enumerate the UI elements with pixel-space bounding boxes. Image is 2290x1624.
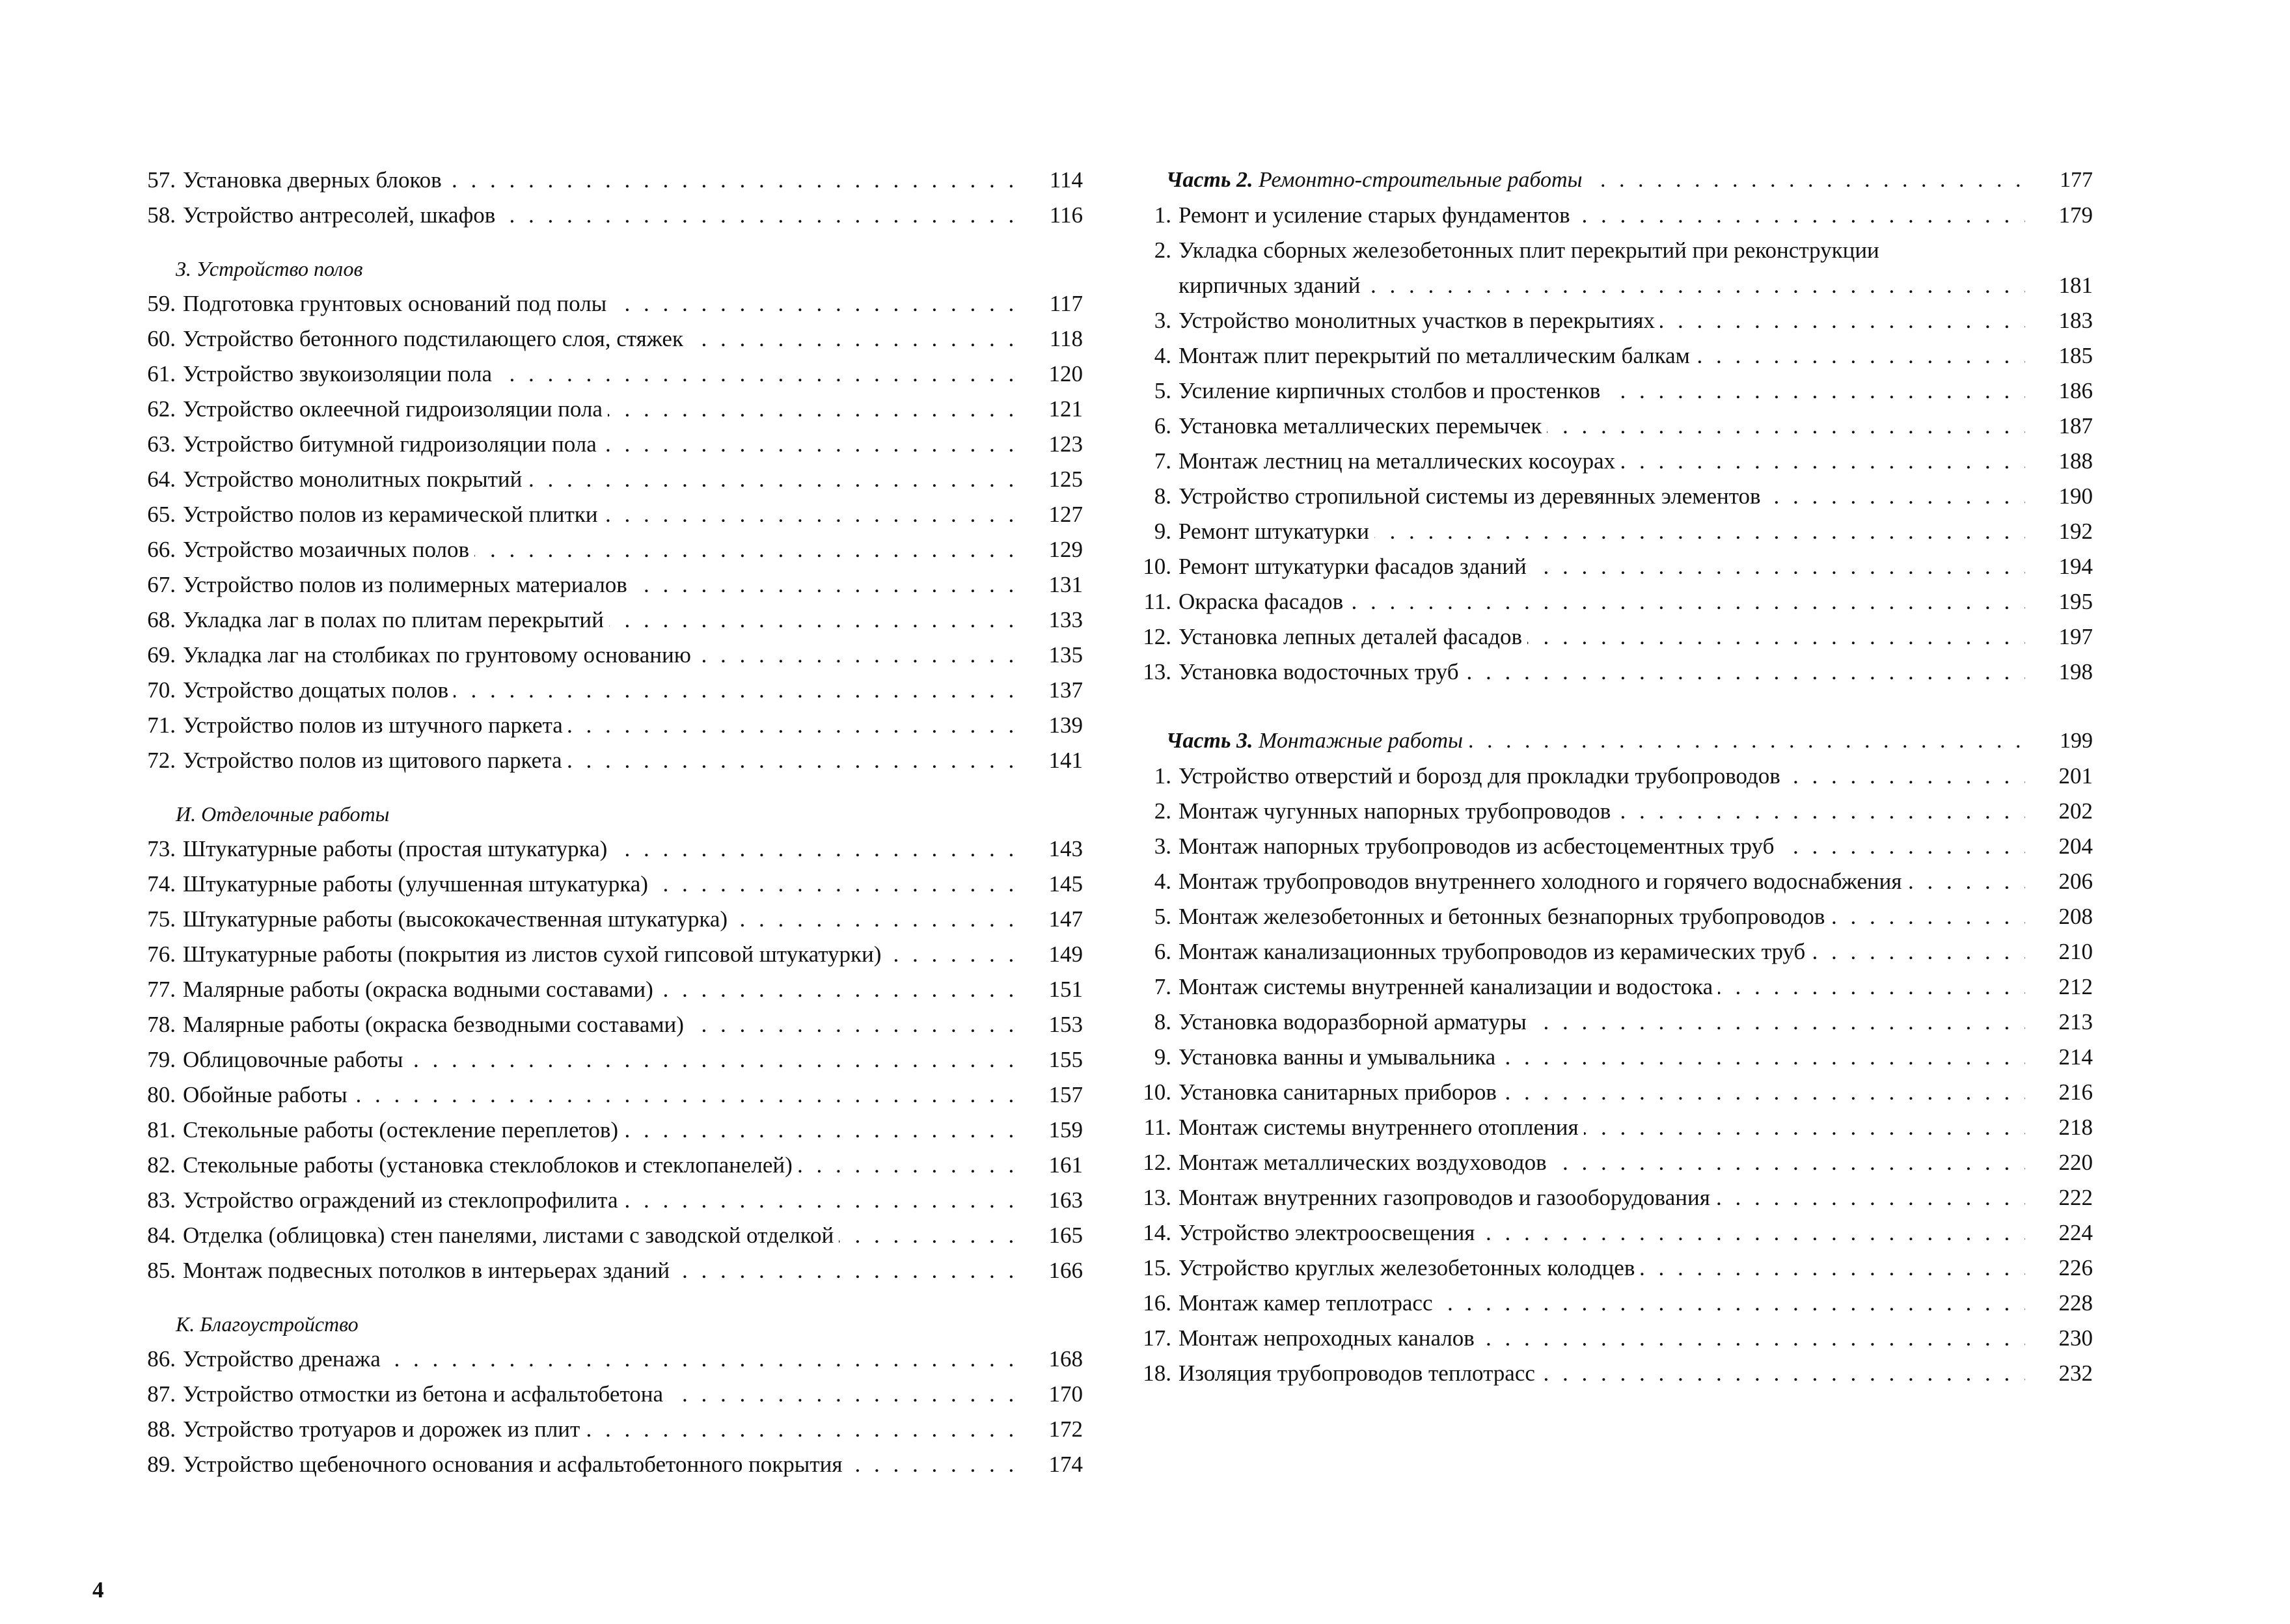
toc-entry [118, 1377, 1083, 1412]
toc-entry [1114, 829, 2093, 864]
toc-entry-title: Устройство антресолей, шкафов [183, 202, 500, 228]
toc-entry [118, 638, 1083, 673]
toc-page-number: 121 [1048, 396, 1083, 422]
toc-entry [118, 286, 1083, 321]
toc-page-number: 198 [2058, 659, 2093, 684]
toc-entry [1114, 549, 2093, 584]
toc-entry-title: Устройство битумной гидроизоляции пола [183, 431, 602, 457]
toc-entry-title: Устройство звукоизоляции пола [183, 361, 497, 386]
toc-entry [1114, 1075, 2093, 1110]
toc-entry-title: Ремонт и усиление старых фундаментов [1179, 202, 1575, 228]
toc-entry [118, 867, 1083, 902]
toc-page-number: 163 [1048, 1187, 1083, 1213]
toc-entry-number: 11. [1143, 589, 1171, 614]
toc-entry-number: 7. [1154, 974, 1171, 999]
toc-entry-number: 5. [1154, 904, 1171, 929]
toc-page-number: 195 [2058, 589, 2093, 614]
toc-entry-number: 76. [147, 941, 176, 967]
toc-entry [118, 602, 1083, 638]
toc-entry-number: 87. [147, 1381, 176, 1407]
toc-entry-title: Монтаж трубопроводов внутреннего холодного и горячего водоснабжения [1179, 869, 1907, 894]
toc-entry-number: 1. [1154, 202, 1171, 228]
toc-entry-title: Устройство щебеночного основания и асфальтобетонного покрытия [183, 1452, 847, 1477]
toc-entry [1114, 198, 2093, 233]
toc-entry-number: 13. [1143, 659, 1171, 684]
toc-page-number: 145 [1048, 871, 1083, 897]
toc-entry-title: Подготовка грунтовых оснований под полы [183, 291, 612, 316]
toc-entry [1114, 338, 2093, 373]
toc-entry-title: Укладка лаг в полах по плитам перекрытий [183, 607, 609, 632]
toc-entry-number: 13. [1143, 1185, 1171, 1210]
toc-entry-number: 8. [1154, 1009, 1171, 1035]
toc-page-number: 153 [1048, 1012, 1083, 1037]
toc-entry-number: 71. [147, 712, 176, 738]
toc-entry-title: Устройство дренажа [183, 1346, 386, 1372]
toc-page-number: 199 [2060, 729, 2093, 753]
toc-entry-title: Штукатурные работы (простая штукатурка) [183, 836, 612, 861]
toc-entry-number: 59. [147, 291, 176, 316]
toc-entry [1114, 1110, 2093, 1145]
toc-entry-title: Устройство стропильной системы из деревянных элементов [1179, 483, 1766, 509]
toc-entry-number: 84. [147, 1223, 176, 1248]
toc-entry-title: Монтаж плит перекрытий по металлическим балкам [1179, 343, 1695, 368]
toc-page-number: 117 [1049, 291, 1083, 316]
toc-page-number: 194 [2058, 554, 2093, 579]
toc-page-number: 216 [2058, 1079, 2093, 1105]
toc-entry [1114, 1005, 2093, 1040]
toc-entry-title: Монтаж чугунных напорных трубопроводов [1179, 798, 1616, 824]
toc-entry-title: Окраска фасадов [1179, 589, 1348, 614]
toc-entry-number: 89. [147, 1452, 176, 1477]
toc-entry-title: Усиление кирпичных столбов и простенков [1179, 378, 1605, 403]
toc-entry [118, 673, 1083, 708]
toc-entry [1114, 514, 2093, 549]
toc-entry-number: 6. [1154, 413, 1171, 439]
toc-part-title: Ремонтно-строительные работы [1259, 168, 1583, 192]
toc-page-number: 165 [1048, 1223, 1083, 1248]
toc-entry [1114, 584, 2093, 619]
toc-entry [118, 1447, 1083, 1482]
toc-entry [1114, 1286, 2093, 1321]
toc-entry-title: Монтаж канализационных трубопроводов из керамических труб [1179, 939, 1810, 964]
toc-entry-number: 72. [147, 748, 176, 773]
toc-entry-title: Монтаж системы внутренней канализации и водостока [1179, 974, 1718, 999]
toc-entry-number: 77. [147, 977, 176, 1002]
toc-entry [1114, 759, 2093, 794]
toc-entry-number: 81. [147, 1117, 176, 1143]
toc-entry-title: Облицовочные работы [183, 1047, 408, 1072]
toc-entry-title: Установка ванны и умывальника [1179, 1044, 1501, 1070]
toc-entry-title: Устройство мозаичных полов [183, 537, 474, 562]
toc-entry-title: Малярные работы (окраска водными составами) [183, 977, 659, 1002]
toc-entry [1114, 1180, 2093, 1215]
toc-page-number: 133 [1048, 607, 1083, 632]
toc-entry-number: 63. [147, 431, 176, 457]
toc-page-number: 185 [2058, 343, 2093, 368]
toc-page-number: 125 [1048, 467, 1083, 492]
toc-entry-title: Установка санитарных приборов [1179, 1079, 1502, 1105]
toc-entry [1114, 479, 2093, 514]
toc-entry [118, 1113, 1083, 1148]
toc-entry-title: Устройство полов из полимерных материалов [183, 572, 633, 597]
toc-entry-title: Монтаж железобетонных и бетонных безнапорных трубопроводов [1179, 904, 1830, 929]
toc-entry-title: Устройство дощатых полов [183, 677, 454, 703]
toc-page-number: 206 [2058, 869, 2093, 894]
toc-entry [118, 321, 1083, 357]
toc-entry-title: Отделка (облицовка) стен панелями, листами с заводской отделкой [183, 1223, 839, 1248]
toc-entry-number: 4. [1154, 343, 1171, 368]
toc-page-number: 179 [2058, 202, 2093, 228]
toc-page-number: 220 [2058, 1150, 2093, 1175]
toc-entry-number: 10. [1143, 1079, 1171, 1105]
toc-entry-number: 85. [147, 1258, 176, 1283]
toc-entry-number: 8. [1154, 483, 1171, 509]
toc-page-number: 190 [2058, 483, 2093, 509]
toc-entry-title: Установка металлических перемычек [1179, 413, 1547, 439]
toc-page-number: 226 [2058, 1255, 2093, 1280]
toc-page-number: 137 [1048, 677, 1083, 703]
toc-entry-number: 12. [1143, 624, 1171, 649]
toc-page-number: 131 [1048, 572, 1083, 597]
toc-page-number: 141 [1048, 748, 1083, 773]
toc-entry [1114, 1145, 2093, 1180]
toc-entry-title: Устройство круглых железобетонных колодцев [1179, 1255, 1640, 1280]
toc-entry-number: 11. [1143, 1115, 1171, 1140]
toc-entry [1114, 1215, 2093, 1251]
toc-entry [1114, 655, 2093, 690]
toc-entry-number: 88. [147, 1416, 176, 1442]
toc-entry-number: 57. [147, 167, 176, 193]
toc-entry-number: 7. [1154, 448, 1171, 474]
toc-entry-title: Устройство отверстий и борозд для прокладки трубопроводов [1179, 763, 1786, 789]
toc-entry [1114, 934, 2093, 969]
toc-entry-number: 5. [1154, 378, 1171, 403]
toc-page-number: 192 [2058, 519, 2093, 544]
toc-entry [118, 198, 1083, 233]
toc-entry-number: 61. [147, 361, 176, 386]
toc-entry [1114, 969, 2093, 1005]
toc-page-number: 143 [1048, 836, 1083, 861]
toc-entry-number: 78. [147, 1012, 176, 1037]
toc-page-number: 151 [1048, 977, 1083, 1002]
toc-entry-title: Стекольные работы (установка стеклоблоков и стеклопанелей) [183, 1152, 798, 1178]
toc-page-number: 228 [2058, 1290, 2093, 1316]
toc-part-title: Монтажные работы [1259, 729, 1464, 753]
toc-entry-title: Монтаж напорных трубопроводов из асбестоцементных труб [1179, 833, 1779, 859]
toc-entry-title: Монтаж внутренних газопроводов и газооборудования [1179, 1185, 1715, 1210]
toc-entry [118, 743, 1083, 778]
toc-entry-number: 15. [1143, 1255, 1171, 1280]
toc-entry [118, 937, 1083, 972]
toc-entry [118, 392, 1083, 427]
toc-page-number: 170 [1048, 1381, 1083, 1407]
toc-entry [118, 163, 1083, 198]
toc-page-number: 172 [1048, 1416, 1083, 1442]
toc-entry-number: 65. [147, 502, 176, 527]
toc-entry [1114, 864, 2093, 899]
toc-entry-title: Штукатурные работы (улучшенная штукатурка) [183, 871, 653, 897]
toc-entry [1114, 794, 2093, 829]
toc-part-heading [1114, 163, 2093, 198]
page-number: 4 [92, 1577, 104, 1603]
toc-page-number: 161 [1048, 1152, 1083, 1178]
toc-entry-number: 75. [147, 906, 176, 932]
toc-entry-number: 2. [1154, 237, 1171, 263]
toc-entry [118, 497, 1083, 532]
toc-entry-number: 74. [147, 871, 176, 897]
toc-page-number: 222 [2058, 1185, 2093, 1210]
toc-page-number: 177 [2060, 168, 2093, 192]
toc-page-number: 135 [1048, 642, 1083, 668]
toc-entry [118, 462, 1083, 497]
toc-section-heading: К. Благоустройство [176, 1312, 359, 1336]
toc-entry-number: 64. [147, 467, 176, 492]
toc-page-number: 232 [2058, 1360, 2093, 1386]
toc-entry [118, 902, 1083, 937]
toc-entry-number: 16. [1143, 1290, 1171, 1316]
toc-entry-title: Монтаж металлических воздуховодов [1179, 1150, 1552, 1175]
toc-entry [118, 1042, 1083, 1077]
toc-entry-title: Монтаж системы внутреннего отопления [1179, 1115, 1584, 1140]
toc-entry-title: Монтаж подвесных потолков в интерьерах зданий [183, 1258, 675, 1283]
toc-page-number: 114 [1049, 167, 1083, 193]
toc-entry [118, 1342, 1083, 1377]
toc-part-heading [1114, 724, 2093, 759]
toc-page-number: 168 [1048, 1346, 1083, 1372]
toc-entry-title: Устройство монолитных покрытий [183, 467, 527, 492]
toc-entry-title: Установка водоразборной арматуры [1179, 1009, 1532, 1035]
toc-entry-title: Ремонт штукатурки фасадов зданий [1179, 554, 1532, 579]
toc-page-number: 208 [2058, 904, 2093, 929]
toc-page-number: 188 [2058, 448, 2093, 474]
toc-entry-title: Установка лепных деталей фасадов [1179, 624, 1527, 649]
toc-entry-title: Устройство отмостки из бетона и асфальтобетона [183, 1381, 668, 1407]
toc-page-number: 159 [1048, 1117, 1083, 1143]
toc-entry-number: 68. [147, 607, 176, 632]
toc-entry-title: Монтаж лестниц на металлических косоурах [1179, 448, 1620, 474]
toc-entry [1114, 1356, 2093, 1391]
toc-entry [1114, 303, 2093, 338]
toc-page-number: 204 [2058, 833, 2093, 859]
toc-entry-number: 58. [147, 202, 176, 228]
toc-entry [118, 1218, 1083, 1253]
toc-page-number: 214 [2058, 1044, 2093, 1070]
toc-page-number: 118 [1049, 326, 1083, 351]
toc-entry-number: 18. [1143, 1360, 1171, 1386]
toc-entry-number: 9. [1154, 1044, 1171, 1070]
toc-entry-title: Устройство полов из керамической плитки [183, 502, 603, 527]
toc-entry-number: 79. [147, 1047, 176, 1072]
toc-entry-number: 14. [1143, 1220, 1171, 1245]
toc-entry-title: Устройство полов из щитового паркета [183, 748, 567, 773]
toc-page-number: 201 [2058, 763, 2093, 789]
toc-page-number: 213 [2058, 1009, 2093, 1035]
toc-entry [1114, 373, 2093, 409]
toc-entry-title: Штукатурные работы (покрытия из листов сухой гипсовой штукатурки) [183, 941, 886, 967]
toc-entry-title: Стекольные работы (остекление переплетов) [183, 1117, 623, 1143]
toc-page-number: 210 [2058, 939, 2093, 964]
toc-entry-number: 6. [1154, 939, 1171, 964]
toc-entry-number: 3. [1154, 308, 1171, 333]
toc-entry-number: 10. [1143, 554, 1171, 579]
toc-entry [1114, 899, 2093, 934]
toc-entry-number: 73. [147, 836, 176, 861]
toc-entry-title: кирпичных зданий [1179, 273, 1366, 298]
toc-entry-title: Устройство электроосвещения [1179, 1220, 1480, 1245]
toc-entry-title: Установка водосточных труб [1179, 659, 1464, 684]
toc-entry-title: Монтаж камер теплотрасс [1179, 1290, 1438, 1316]
toc-entry [118, 532, 1083, 567]
toc-entry-number: 62. [147, 396, 176, 422]
toc-entry [1114, 1251, 2093, 1286]
toc-entry-number: 80. [147, 1082, 176, 1107]
toc-entry [118, 1412, 1083, 1447]
toc-entry-number: 12. [1143, 1150, 1171, 1175]
toc-entry [118, 357, 1083, 392]
toc-entry-number: 9. [1154, 519, 1171, 544]
toc-entry-title: Устройство тротуаров и дорожек из плит [183, 1416, 585, 1442]
toc-entry-number: 60. [147, 326, 176, 351]
toc-entry-number: 66. [147, 537, 176, 562]
toc-page-number: 147 [1048, 906, 1083, 932]
toc-page-number: 116 [1049, 202, 1083, 228]
toc-entry [1114, 233, 2093, 303]
toc-entry-title: Установка дверных блоков [183, 167, 447, 193]
toc-entry [1114, 409, 2093, 444]
toc-page-number: 202 [2058, 798, 2093, 824]
toc-page-number: 181 [2058, 273, 2093, 298]
toc-page-number: 120 [1048, 361, 1083, 386]
toc-entry [118, 832, 1083, 867]
toc-entry-number: 4. [1154, 869, 1171, 894]
toc-entry [1114, 619, 2093, 655]
toc-page-number: 155 [1048, 1047, 1083, 1072]
toc-entry [1114, 1321, 2093, 1356]
toc-entry-number: 3. [1154, 833, 1171, 859]
toc-entry-number: 70. [147, 677, 176, 703]
toc-entry [118, 1183, 1083, 1218]
toc-entry-title: Монтаж непроходных каналов [1179, 1325, 1480, 1351]
toc-entry-number: 86. [147, 1346, 176, 1372]
toc-entry [1114, 444, 2093, 479]
toc-entry-title: Обойные работы [183, 1082, 353, 1107]
toc-entry [1114, 1040, 2093, 1075]
toc-page-number: 127 [1048, 502, 1083, 527]
toc-page-number: 157 [1048, 1082, 1083, 1107]
toc-part-label: Часть 2. [1166, 168, 1253, 192]
toc-entry-title: Малярные работы (окраска безводными составами) [183, 1012, 689, 1037]
toc-entry-title: Устройство монолитных участков в перекрытиях [1179, 308, 1660, 333]
toc-page-number: 174 [1048, 1452, 1083, 1477]
toc-entry-title: Штукатурные работы (высококачественная штукатурка) [183, 906, 733, 932]
toc-entry-number: 2. [1154, 798, 1171, 824]
toc-entry-title: Устройство бетонного подстилающего слоя, стяжек [183, 326, 688, 351]
toc-entry [118, 972, 1083, 1007]
toc-right-column [1114, 163, 2093, 1391]
toc-page-number: 123 [1048, 431, 1083, 457]
toc-entry-title: Устройство оклеечной гидроизоляции пола [183, 396, 608, 422]
toc-section-heading: И. Отделочные работы [176, 802, 390, 826]
toc-page-number: 166 [1048, 1258, 1083, 1283]
toc-entry [118, 1253, 1083, 1288]
toc-entry [118, 1148, 1083, 1183]
toc-entry [118, 427, 1083, 462]
toc-section-heading: З. Устройство полов [176, 257, 363, 280]
toc-entry-title: Устройство полов из штучного паркета [183, 712, 568, 738]
toc-page-number: 187 [2058, 413, 2093, 439]
toc-page-number: 224 [2058, 1220, 2093, 1245]
toc-entry [118, 708, 1083, 743]
toc-entry-number: 67. [147, 572, 176, 597]
toc-page-number: 212 [2058, 974, 2093, 999]
toc-page-number: 183 [2058, 308, 2093, 333]
toc-entry-title: Изоляция трубопроводов теплотрасс [1179, 1360, 1540, 1386]
toc-entry-title: Устройство ограждений из стеклопрофилита [183, 1187, 623, 1213]
toc-page-number: 230 [2058, 1325, 2093, 1351]
toc-entry [118, 1077, 1083, 1113]
toc-entry-title: Ремонт штукатурки [1179, 519, 1374, 544]
toc-entry-title: Укладка лаг на столбиках по грунтовому основанию [183, 642, 696, 668]
toc-entry [118, 1007, 1083, 1042]
toc-left-column [118, 163, 1083, 1482]
toc-page-number: 186 [2058, 378, 2093, 403]
toc-page-number: 149 [1048, 941, 1083, 967]
toc-entry-number: 17. [1143, 1325, 1171, 1351]
toc-entry-title-line1: Укладка сборных железобетонных плит перекрытий при реконструкции [1179, 237, 1879, 263]
toc-entry [118, 567, 1083, 602]
toc-page-number: 129 [1048, 537, 1083, 562]
toc-entry-number: 83. [147, 1187, 176, 1213]
toc-page-number: 218 [2058, 1115, 2093, 1140]
toc-entry-number: 1. [1154, 763, 1171, 789]
toc-entry-number: 69. [147, 642, 176, 668]
toc-part-label: Часть 3. [1166, 729, 1253, 753]
toc-page-number: 139 [1048, 712, 1083, 738]
toc-page-number: 197 [2058, 624, 2093, 649]
toc-entry-number: 82. [147, 1152, 176, 1178]
